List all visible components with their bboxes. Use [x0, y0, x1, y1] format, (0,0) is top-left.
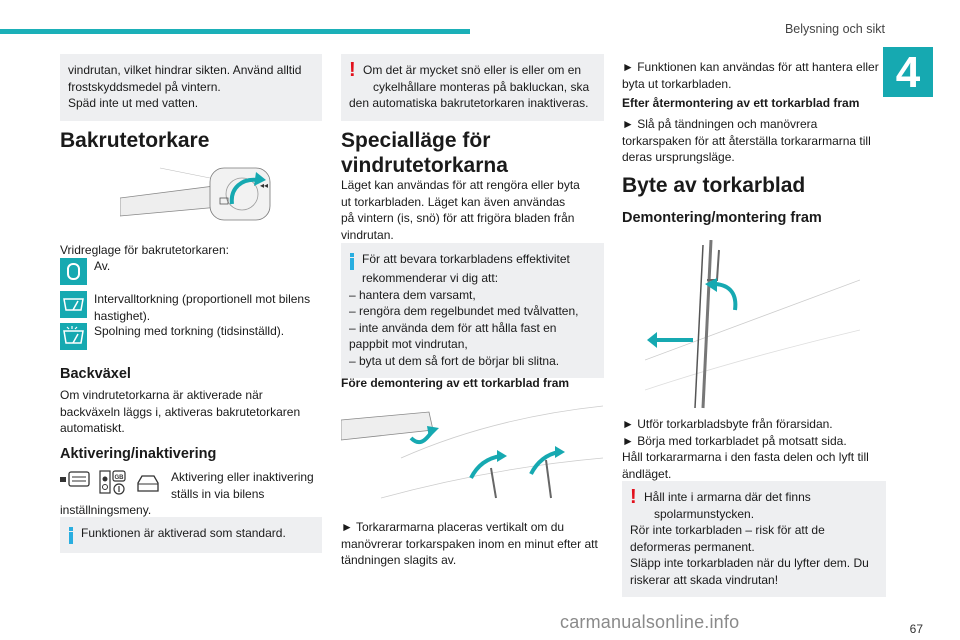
rear-wiper-stalk-illustration: [120, 158, 285, 226]
tip-wiper-care: För att bevara torkarbladens effektivitet rekommenderar vi dig att: – hantera dem varsamt, – rengöra dem regelbundet med tvålvatten, – inte använda dem för att hålla fast en pappbit mot vindrutan, – byta ut dem så fort de börjar bli slitna.: [341, 243, 604, 378]
info-icon: [349, 251, 356, 270]
special-mode-text: Läget kan användas för att rengöra eller byta ut torkarbladen. Läget kan även användas på vintern (is, snö) för att frigöra bladen från vindrutan.: [341, 178, 580, 242]
header-bar: [0, 29, 470, 34]
settings-menu-icons: [60, 469, 165, 499]
note-antifreeze: vindrutan, vilket hindrar sikten. Använd alltid frostskyddsmedel på vintern. Späd inte ut med vatten.: [60, 54, 322, 121]
spray-wipe-symbol: [60, 323, 87, 350]
heading-rear-wiper: Bakrutetorkare: [60, 129, 210, 152]
svg-text:◂◂: ◂◂: [260, 181, 269, 190]
activation-text-end: inställningsmeny.: [60, 503, 152, 517]
heading-reverse-gear: Backväxel: [60, 366, 131, 382]
heading-blade-replacement: Byte av torkarblad: [622, 174, 806, 197]
warning-handling: ! Håll inte i armarna där det finns spolarmunstycken. Rör inte torkarbladen – risk för att de deformeras permanent. Släpp inte torkarbladen när du lyfter dem. Du riskerar att skada vindrutan!: [622, 481, 886, 597]
rear-wiper-intro: Vridreglage för bakrutetorkaren:: [60, 243, 229, 257]
wiper-blade-removal-illustration: [645, 240, 860, 410]
after-refit-text: ► Slå på tändningen och manövrera torkarspaken för att återställa torkararmarna till deras ursprungsläge.: [622, 117, 871, 164]
heading-special-mode: Specialläge för vindrutetorkarna: [341, 129, 508, 177]
heading-activation: Aktivering/inaktivering: [60, 446, 217, 462]
heading-before-removal: Före demontering av ett torkarblad fram: [341, 376, 570, 390]
warning-snow: ! Om det är mycket snö eller is eller om en cykelhållare monteras på bakluckan, ska den automatiska bakrutetorkaren inaktiveras.: [341, 54, 604, 121]
heading-front-removal: Demontering/montering fram: [622, 210, 822, 226]
heading-after-refit: Efter återmontering av ett torkarblad fram: [622, 96, 860, 110]
warning-icon: !: [349, 59, 356, 81]
function-usage-text: ► Funktionen kan användas för att hantera eller byta ut torkarbladen.: [622, 60, 879, 91]
wiper-off-symbol: [60, 258, 87, 285]
option-interval-label: Intervalltorkning (proportionell mot bilens hastighet).: [94, 292, 311, 323]
svg-text:GB: GB: [114, 475, 124, 481]
step-vertical-arms: ► Torkararmarna placeras vertikalt om du manövrerar torkarspaken inom en minut efter att tändningen slagits av.: [341, 520, 598, 567]
activation-text: Aktivering eller inaktivering ställs in via bilens: [171, 470, 314, 501]
spray-wiper-icon: [60, 323, 87, 350]
reverse-gear-text: Om vindrutetorkarna är aktiverade när backväxeln läggs i, aktiveras bakrutetorkaren automatiskt.: [60, 388, 301, 435]
interval-wipe-symbol: [60, 291, 87, 318]
note-default: Funktionen är aktiverad som standard.: [60, 517, 322, 553]
option-spray-label: Spolning med torkning (tidsinställd).: [94, 324, 285, 338]
off-icon: [60, 258, 87, 285]
option-off-label: Av.: [94, 259, 111, 273]
wiper-arms-vertical-illustration: [341, 398, 603, 506]
interval-wiper-icon: [60, 291, 87, 318]
info-icon: [68, 525, 75, 544]
page-number: 67: [909, 622, 923, 636]
watermark: carmanualsonline.info: [560, 612, 740, 632]
section-title: Belysning och sikt: [784, 22, 885, 36]
warning-icon: !: [630, 486, 637, 508]
removal-steps: ► Utför torkarbladsbyte från förarsidan. ► Börja med torkarbladet på motsatt sida. Håll torkararmarna i den fasta delen och lyft till ändläget.: [622, 417, 869, 481]
chapter-badge: 4: [883, 47, 933, 97]
